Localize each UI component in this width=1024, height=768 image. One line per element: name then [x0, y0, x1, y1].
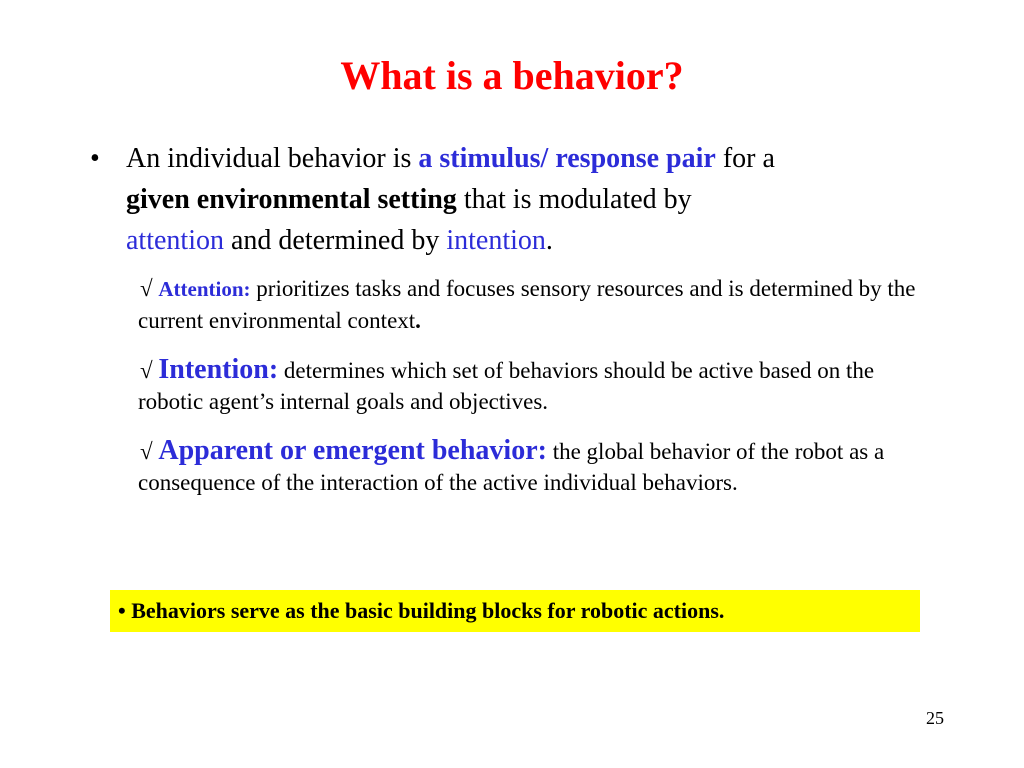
sub-point-text: prioritizes tasks and focuses sensory resources and is determined by the current environmental context	[138, 276, 916, 333]
sub-point-emergent-behavior	[138, 435, 938, 498]
main-bullet	[90, 138, 950, 261]
main-bullet-text-3: that is modulated by	[456, 184, 692, 215]
sub-point-term: Apparent or emergent behavior:	[158, 435, 547, 466]
slide-title: What is a behavior?	[340, 53, 684, 98]
main-bullet-text-2: for a	[715, 143, 775, 174]
main-bullet-text-1: An individual behavior is	[126, 143, 419, 174]
attention-term: attention	[126, 225, 224, 256]
main-bullet-text	[126, 138, 950, 261]
bullet-marker: •	[90, 143, 100, 174]
highlight-callout: • Behaviors serve as the basic building blocks for robotic actions.	[110, 590, 920, 632]
sub-point-attention	[138, 273, 938, 336]
sub-point-intention	[138, 354, 938, 417]
intention-term: intention	[446, 225, 546, 256]
stimulus-response-pair-phrase: a stimulus/ response pair	[418, 143, 716, 174]
page-number: 25	[926, 708, 944, 728]
sub-point-end: .	[415, 308, 421, 333]
main-bullet-text-5: .	[545, 225, 553, 256]
checkmark-icon: √	[140, 439, 153, 464]
environmental-setting-phrase: given environmental setting	[126, 184, 457, 215]
sub-point-text: determines which set of behaviors should be active based on the robotic agent’s internal goals and objectives.	[138, 358, 875, 414]
main-bullet-text-4: and determined by	[223, 225, 447, 256]
sub-point-term: Intention:	[158, 354, 279, 385]
checkmark-icon: √	[140, 358, 153, 383]
checkmark-icon: √	[140, 276, 153, 301]
sub-point-text: the global behavior of the robot as a consequence of the interaction of the active individual behaviors.	[138, 439, 885, 495]
sub-point-term: Attention:	[158, 277, 251, 301]
